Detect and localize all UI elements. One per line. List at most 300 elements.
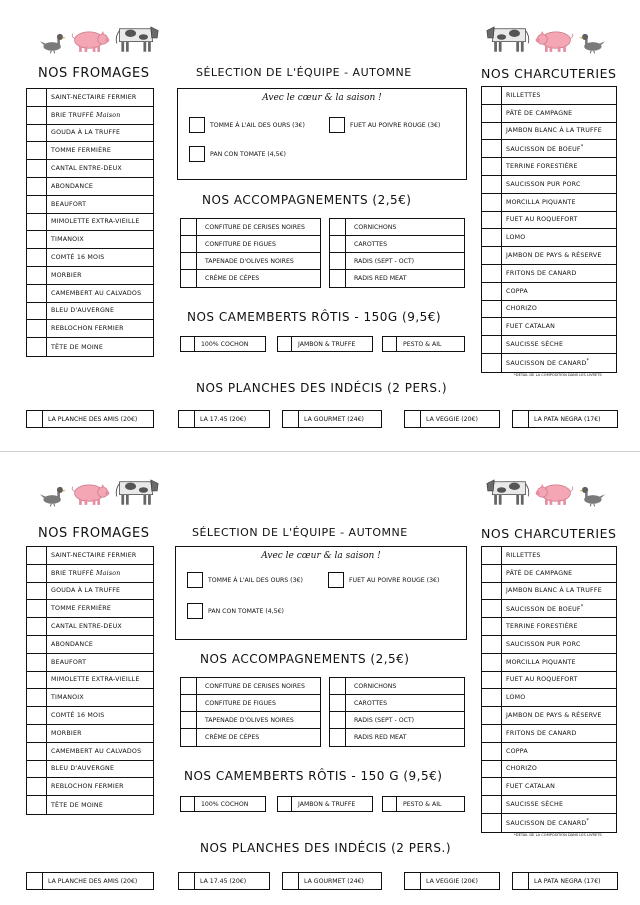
item-label: SAUCISSON PUR PORC <box>506 640 581 648</box>
item-label: PAN CON TOMATE (4,5€) <box>208 607 284 615</box>
planche-item[interactable] <box>178 872 270 890</box>
checkbox[interactable] <box>278 797 292 811</box>
checkbox[interactable] <box>187 572 203 588</box>
item-label: SAUCISSON DE CANARD* <box>506 358 590 368</box>
checkbox[interactable] <box>482 600 502 617</box>
list-item[interactable] <box>27 107 153 125</box>
camembert-item[interactable] <box>180 336 266 352</box>
planche-item[interactable] <box>26 872 154 890</box>
checkbox[interactable] <box>27 743 47 760</box>
planche-item[interactable] <box>512 872 618 890</box>
item-label: ABONDANCE <box>51 182 94 190</box>
checkbox[interactable] <box>278 337 292 351</box>
list-item[interactable] <box>482 87 616 105</box>
checkbox[interactable] <box>283 873 299 889</box>
checkbox[interactable] <box>482 140 502 157</box>
list-item[interactable] <box>482 247 616 265</box>
item-label: FUET AU ROQUEFORT <box>506 216 578 224</box>
cow-icon <box>114 20 160 54</box>
checkbox[interactable] <box>482 176 502 193</box>
list-item[interactable] <box>482 212 616 230</box>
checkbox[interactable] <box>27 231 47 248</box>
checkbox[interactable] <box>27 285 47 302</box>
item-label: TÊTE DE MOINE <box>51 343 104 351</box>
checkbox[interactable] <box>27 249 47 266</box>
list-item[interactable] <box>27 214 153 232</box>
item-label: SAUCISSON DE BOEUF* <box>506 604 584 614</box>
checkbox[interactable] <box>27 107 47 124</box>
item-label: 100% COCHON <box>201 340 249 348</box>
list-item[interactable] <box>482 158 616 176</box>
item-label: BEAUFORT <box>51 658 87 666</box>
list-item[interactable] <box>181 678 320 695</box>
selection-box <box>177 88 467 180</box>
list-item[interactable] <box>27 778 153 796</box>
item-label: TIMANOIX <box>51 236 84 244</box>
checkbox[interactable] <box>482 672 502 689</box>
list-item[interactable] <box>482 123 616 141</box>
cheese-title: NOS FROMAGES <box>38 526 150 541</box>
planches-title: NOS PLANCHES DES INDÉCIS (2 PERS.) <box>200 841 451 855</box>
checkbox[interactable] <box>27 320 47 337</box>
accomp-list-right <box>329 677 465 747</box>
item-label: TAPENADE D'OLIVES NOIRES <box>205 257 294 265</box>
list-item[interactable] <box>482 618 616 636</box>
checkbox[interactable] <box>513 411 529 427</box>
checkbox[interactable] <box>482 743 502 760</box>
planches-title: NOS PLANCHES DES INDÉCIS (2 PERS.) <box>196 381 447 395</box>
checkbox[interactable] <box>181 337 195 351</box>
item-label: REBLOCHON FERMIER <box>51 325 124 333</box>
checkbox[interactable] <box>482 318 502 335</box>
checkbox[interactable] <box>383 797 397 811</box>
checkbox[interactable] <box>482 301 502 318</box>
checkbox[interactable] <box>27 761 47 778</box>
checkbox[interactable] <box>27 89 47 106</box>
item-label: FUET AU POIVRE ROUGE (3€) <box>349 576 440 584</box>
planche-item[interactable] <box>512 410 618 428</box>
list-item[interactable] <box>27 196 153 214</box>
list-item[interactable] <box>482 301 616 319</box>
list-item[interactable] <box>482 140 616 158</box>
item-label: RADIS (SEPT - OCT) <box>354 257 415 265</box>
list-item[interactable] <box>27 672 153 690</box>
item-label: CANTAL ENTRE-DEUX <box>51 165 122 173</box>
checkbox[interactable] <box>482 87 502 104</box>
selection-item[interactable] <box>189 117 305 133</box>
checkbox[interactable] <box>27 618 47 635</box>
item-label: COMTÉ 16 MOIS <box>51 712 105 720</box>
accomp-title: NOS ACCOMPAGNEMENTS (2,5€) <box>200 652 410 666</box>
selection-title: SÉLECTION DE L'ÉQUIPE - AUTOMNE <box>192 526 408 539</box>
item-label: CORNICHONS <box>354 223 397 231</box>
list-item[interactable] <box>482 194 616 212</box>
item-label: CANTAL ENTRE-DEUX <box>51 623 122 631</box>
item-label: LA GOURMET (24€) <box>304 877 364 885</box>
list-item[interactable] <box>27 743 153 761</box>
duck-icon <box>40 32 66 54</box>
checkbox[interactable] <box>27 583 47 600</box>
item-label: LA 17.45 (20€) <box>200 415 247 423</box>
list-item[interactable] <box>482 761 616 779</box>
list-item[interactable] <box>482 176 616 194</box>
item-label: PÂTÉ DE CAMPAGNE <box>506 569 573 577</box>
planche-item[interactable] <box>404 410 500 428</box>
checkbox[interactable] <box>27 600 47 617</box>
item-label: TERRINE FORESTIÈRE <box>506 623 578 631</box>
item-label: BRIE TRUFFÉ Maison <box>51 111 121 119</box>
checkbox[interactable] <box>27 725 47 742</box>
list-item[interactable] <box>27 160 153 178</box>
item-label: CHORIZO <box>506 305 537 313</box>
list-item[interactable] <box>27 689 153 707</box>
item-label: TÊTE DE MOINE <box>51 801 104 809</box>
list-item[interactable] <box>27 89 153 107</box>
list-item[interactable] <box>27 618 153 636</box>
item-label: MORBIER <box>51 729 82 737</box>
checkbox[interactable] <box>27 411 43 427</box>
item-label: LA VEGGIE (20€) <box>426 877 478 885</box>
checkbox[interactable] <box>482 814 502 832</box>
item-label: BLEU D'AUVERGNE <box>51 307 115 315</box>
checkbox[interactable] <box>482 283 502 300</box>
item-label: FUET AU ROQUEFORT <box>506 676 578 684</box>
list-item[interactable] <box>181 270 320 287</box>
item-label: COPPA <box>506 287 528 295</box>
accomp-list-left <box>180 677 321 747</box>
item-label: TOMME FERMIÈRE <box>51 605 112 613</box>
list-item[interactable] <box>27 725 153 743</box>
list-item[interactable] <box>482 654 616 672</box>
camembert-title: NOS CAMEMBERTS RÔTIS - 150 G (9,5€) <box>184 769 443 783</box>
duck-icon <box>40 485 66 507</box>
item-label: COPPA <box>506 747 528 755</box>
list-item[interactable] <box>482 796 616 814</box>
checkbox[interactable] <box>27 178 47 195</box>
checkbox[interactable] <box>482 229 502 246</box>
checkbox[interactable] <box>189 117 205 133</box>
checkbox[interactable] <box>330 219 346 235</box>
selection-item[interactable] <box>189 146 286 162</box>
checkbox[interactable] <box>482 796 502 813</box>
charcut-list <box>481 86 617 373</box>
checkbox[interactable] <box>181 678 197 694</box>
list-item[interactable] <box>482 600 616 618</box>
list-item[interactable] <box>482 229 616 247</box>
pig-icon <box>70 481 110 507</box>
list-item[interactable] <box>27 267 153 285</box>
item-label: CONFITURE DE CERISES NOIRES <box>205 223 305 231</box>
checkbox[interactable] <box>179 873 195 889</box>
checkbox[interactable] <box>27 689 47 706</box>
item-label: COMTÉ 16 MOIS <box>51 254 105 262</box>
checkbox[interactable] <box>383 337 397 351</box>
checkbox[interactable] <box>27 565 47 582</box>
checkbox[interactable] <box>181 729 197 746</box>
checkbox[interactable] <box>513 873 529 889</box>
item-label: CONFITURE DE FIGUES <box>205 240 276 248</box>
checkbox[interactable] <box>482 636 502 653</box>
list-item[interactable] <box>27 231 153 249</box>
checkbox[interactable] <box>27 707 47 724</box>
item-label: FUET CATALAN <box>506 783 556 791</box>
checkbox[interactable] <box>27 873 43 889</box>
checkbox[interactable] <box>482 707 502 724</box>
checkbox[interactable] <box>181 253 197 269</box>
selection-item[interactable] <box>187 572 303 588</box>
list-item[interactable] <box>27 583 153 601</box>
checkbox[interactable] <box>181 695 197 711</box>
list-item[interactable] <box>27 654 153 672</box>
checkbox[interactable] <box>329 117 345 133</box>
list-item[interactable] <box>181 219 320 236</box>
list-item[interactable] <box>330 219 464 236</box>
checkbox[interactable] <box>27 160 47 177</box>
selection-item[interactable] <box>187 603 284 619</box>
charcut-title: NOS CHARCUTERIES <box>481 66 617 81</box>
list-item[interactable] <box>330 678 464 695</box>
planche-item[interactable] <box>282 872 382 890</box>
list-item[interactable] <box>27 565 153 583</box>
list-item[interactable] <box>27 303 153 321</box>
checkbox[interactable] <box>482 158 502 175</box>
list-item[interactable] <box>482 689 616 707</box>
checkbox[interactable] <box>482 565 502 582</box>
list-item[interactable] <box>482 565 616 583</box>
list-item[interactable] <box>181 712 320 729</box>
charcut-title: NOS CHARCUTERIES <box>481 526 617 541</box>
checkbox[interactable] <box>482 194 502 211</box>
checkbox[interactable] <box>330 729 346 746</box>
camembert-item[interactable] <box>382 796 465 812</box>
list-item[interactable] <box>482 318 616 336</box>
checkbox[interactable] <box>27 547 47 564</box>
item-label: LA PATA NEGRA (17€) <box>534 877 601 885</box>
item-label: JAMBON DE PAYS & RÉSERVE <box>506 712 602 720</box>
animals-left <box>40 469 160 507</box>
checkbox[interactable] <box>181 270 197 287</box>
checkbox[interactable] <box>330 678 346 694</box>
item-label: FRITONS DE CANARD <box>506 269 577 277</box>
list-item[interactable] <box>181 729 320 746</box>
list-item[interactable] <box>27 636 153 654</box>
menu-sheet-bottom <box>0 453 640 905</box>
item-label: JAMBON DE PAYS & RÉSERVE <box>506 252 602 260</box>
item-label: TAPENADE D'OLIVES NOIRES <box>205 716 294 724</box>
item-label: MIMOLETTE EXTRA-VIEILLE <box>51 218 140 226</box>
item-label: CORNICHONS <box>354 682 397 690</box>
accomp-list-right <box>329 218 465 288</box>
list-item[interactable] <box>330 695 464 712</box>
list-item[interactable] <box>482 265 616 283</box>
pig-icon <box>535 481 575 507</box>
camembert-item[interactable] <box>277 336 373 352</box>
item-label: SAINT-NECTAIRE FERMIER <box>51 93 137 101</box>
list-item[interactable] <box>482 583 616 601</box>
accomp-title: NOS ACCOMPAGNEMENTS (2,5€) <box>202 193 412 207</box>
checkbox[interactable] <box>482 212 502 229</box>
checkbox[interactable] <box>330 695 346 711</box>
camembert-item[interactable] <box>277 796 373 812</box>
list-item[interactable] <box>27 547 153 565</box>
checkbox[interactable] <box>189 146 205 162</box>
item-label: RADIS RED MEAT <box>354 734 407 741</box>
planche-item[interactable] <box>282 410 382 428</box>
camembert-item[interactable] <box>180 796 266 812</box>
checkbox[interactable] <box>482 618 502 635</box>
checkbox[interactable] <box>482 654 502 671</box>
list-item[interactable] <box>27 707 153 725</box>
list-item[interactable] <box>482 354 616 372</box>
list-item[interactable] <box>27 125 153 143</box>
checkbox[interactable] <box>27 654 47 671</box>
list-item[interactable] <box>482 636 616 654</box>
item-label: CAMEMBERT AU CALVADOS <box>51 289 142 297</box>
list-item[interactable] <box>27 249 153 267</box>
checkbox[interactable] <box>27 125 47 142</box>
checkbox[interactable] <box>330 712 346 728</box>
selection-item[interactable] <box>329 117 440 133</box>
list-item[interactable] <box>330 729 464 746</box>
item-label: LA VEGGIE (20€) <box>426 415 478 423</box>
planche-item[interactable] <box>178 410 270 428</box>
checkbox[interactable] <box>482 778 502 795</box>
checkbox[interactable] <box>187 603 203 619</box>
checkbox[interactable] <box>27 338 47 356</box>
checkbox[interactable] <box>330 236 346 252</box>
list-item[interactable] <box>27 796 153 814</box>
list-item[interactable] <box>482 547 616 565</box>
list-item[interactable] <box>482 814 616 832</box>
list-item[interactable] <box>27 320 153 338</box>
list-item[interactable] <box>482 336 616 354</box>
checkbox[interactable] <box>482 354 502 372</box>
checkbox[interactable] <box>405 411 421 427</box>
item-label: LA PLANCHE DES AMIS (20€) <box>48 415 138 423</box>
checkbox[interactable] <box>27 778 47 795</box>
list-item[interactable] <box>27 142 153 160</box>
item-label: LA GOURMET (24€) <box>304 415 364 423</box>
list-item[interactable] <box>27 285 153 303</box>
planche-item[interactable] <box>26 410 154 428</box>
list-item[interactable] <box>181 253 320 270</box>
footnote: *DÉTAIL DE LA COMPOSITION DANS LES LIVRETS <box>514 373 602 377</box>
checkbox[interactable] <box>27 142 47 159</box>
item-label: JAMBON & TRUFFE <box>298 800 356 808</box>
item-label: LOMO <box>506 694 526 702</box>
item-label: BLEU D'AUVERGNE <box>51 765 115 773</box>
checkbox[interactable] <box>482 761 502 778</box>
checkbox[interactable] <box>283 411 299 427</box>
list-item[interactable] <box>27 338 153 356</box>
footnote: *DÉTAIL DE LA COMPOSITION DANS LES LIVRETS <box>514 833 602 837</box>
list-item[interactable] <box>330 712 464 729</box>
item-label: RILLETTES <box>506 91 541 99</box>
checkbox[interactable] <box>330 253 346 269</box>
cheese-list <box>26 546 154 815</box>
checkbox[interactable] <box>27 267 47 284</box>
checkbox[interactable] <box>27 303 47 320</box>
checkbox[interactable] <box>482 689 502 706</box>
list-item[interactable] <box>482 672 616 690</box>
cheese-title: NOS FROMAGES <box>38 66 150 81</box>
list-item[interactable] <box>27 178 153 196</box>
checkbox[interactable] <box>27 636 47 653</box>
checkbox[interactable] <box>27 214 47 231</box>
checkbox[interactable] <box>482 336 502 353</box>
checkbox[interactable] <box>482 123 502 140</box>
list-item[interactable] <box>482 743 616 761</box>
cheese-list <box>26 88 154 357</box>
selection-box <box>175 546 467 640</box>
camembert-item[interactable] <box>382 336 465 352</box>
checkbox[interactable] <box>181 797 195 811</box>
checkbox[interactable] <box>27 796 47 814</box>
list-item[interactable] <box>482 725 616 743</box>
list-item[interactable] <box>482 283 616 301</box>
checkbox[interactable] <box>181 219 197 235</box>
cow-icon <box>114 473 160 507</box>
list-item[interactable] <box>482 105 616 123</box>
checkbox[interactable] <box>27 672 47 689</box>
list-item[interactable] <box>330 270 464 287</box>
item-label: GOUDA À LA TRUFFE <box>51 129 121 137</box>
checkbox[interactable] <box>181 712 197 728</box>
list-item[interactable] <box>181 695 320 712</box>
list-item[interactable] <box>27 600 153 618</box>
item-label: CRÈME DE CÈPES <box>205 275 260 282</box>
item-label: JAMBON BLANC À LA TRUFFE <box>506 587 602 595</box>
checkbox[interactable] <box>482 247 502 264</box>
list-item[interactable] <box>27 761 153 779</box>
checkbox[interactable] <box>482 547 502 564</box>
checkbox[interactable] <box>179 411 195 427</box>
animals-left <box>40 16 160 54</box>
selection-item[interactable] <box>328 572 439 588</box>
item-label: PÂTÉ DE CAMPAGNE <box>506 109 573 117</box>
list-item[interactable] <box>181 236 320 253</box>
item-label: CRÈME DE CÈPES <box>205 734 260 741</box>
checkbox[interactable] <box>482 725 502 742</box>
checkbox[interactable] <box>330 270 346 287</box>
checkbox[interactable] <box>27 196 47 213</box>
item-label: FUET AU POIVRE ROUGE (3€) <box>350 121 441 129</box>
item-label: TOMME À L'AIL DES OURS (3€) <box>210 121 305 129</box>
list-item[interactable] <box>482 778 616 796</box>
list-item[interactable] <box>330 236 464 253</box>
checkbox[interactable] <box>482 105 502 122</box>
checkbox[interactable] <box>482 583 502 600</box>
checkbox[interactable] <box>405 873 421 889</box>
checkbox[interactable] <box>181 236 197 252</box>
camembert-title: NOS CAMEMBERTS RÔTIS - 150G (9,5€) <box>187 310 442 324</box>
item-label: LA 17.45 (20€) <box>200 877 247 885</box>
item-label: TIMANOIX <box>51 694 84 702</box>
item-label: CHORIZO <box>506 765 537 773</box>
cow-icon <box>485 473 531 507</box>
item-label: TOMME FERMIÈRE <box>51 147 112 155</box>
checkbox[interactable] <box>482 265 502 282</box>
item-label: 100% COCHON <box>201 800 249 808</box>
checkbox[interactable] <box>328 572 344 588</box>
list-item[interactable] <box>482 707 616 725</box>
planche-item[interactable] <box>404 872 500 890</box>
item-label: GOUDA À LA TRUFFE <box>51 587 121 595</box>
pig-icon <box>70 28 110 54</box>
item-label: PESTO & AIL <box>403 800 442 808</box>
item-label: MORBIER <box>51 271 82 279</box>
list-item[interactable] <box>330 253 464 270</box>
